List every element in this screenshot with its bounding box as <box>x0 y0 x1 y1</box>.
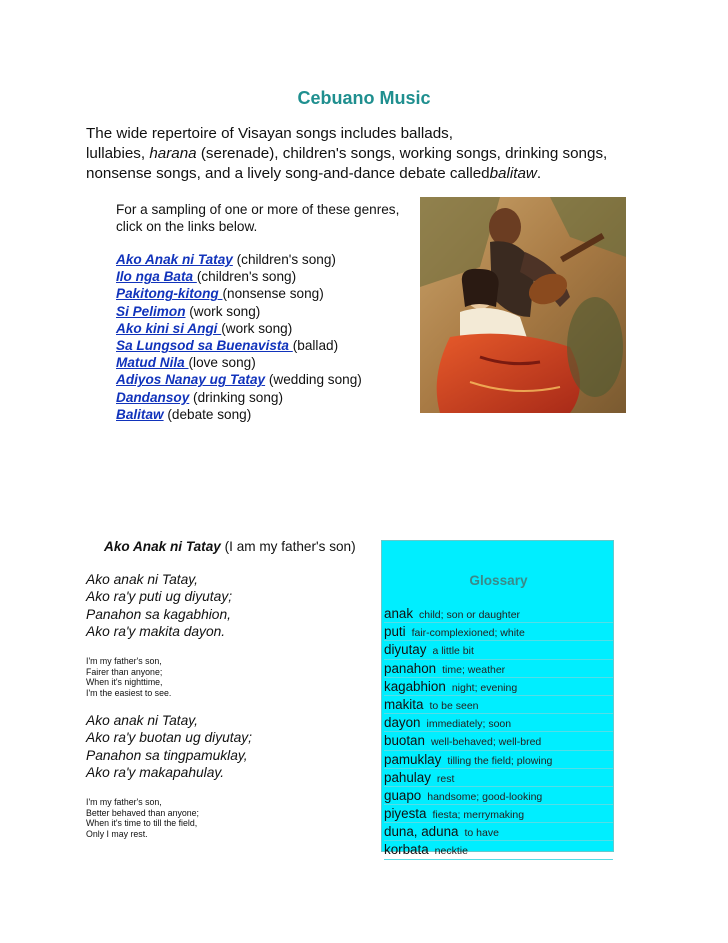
translation-line: I'm my father's son, <box>86 656 162 666</box>
song-link-balitaw[interactable]: Balitaw <box>116 406 164 422</box>
song-item <box>116 285 416 302</box>
translation-line: Fairer than anyone; <box>86 666 163 677</box>
song-genre: (love song) <box>188 355 256 371</box>
glossary-entry <box>384 605 613 623</box>
glossary-definition: immediately; soon <box>426 718 512 731</box>
glossary-term: guapo <box>384 787 422 803</box>
glossary-entry <box>384 732 613 750</box>
intro-harana: harana <box>149 145 197 162</box>
glossary-term: anak <box>384 606 414 621</box>
translation-2 <box>86 797 376 839</box>
song-genre: (work song) <box>221 320 293 336</box>
intro-balitaw: balitaw <box>489 165 537 182</box>
glossary-definition: a little bit <box>432 645 474 658</box>
song-item <box>116 371 416 388</box>
song-item <box>116 268 416 285</box>
song-genre: (nonsense song) <box>222 286 324 302</box>
lyric-line: Ako ra'y buotan ug diyutay; <box>86 730 253 746</box>
glossary-title: Glossary <box>469 573 528 588</box>
glossary-term: diyutay <box>384 642 427 658</box>
translation-1 <box>86 656 376 698</box>
intro-text-4: nonsense songs, and a lively song-and-dance debate called <box>86 165 490 182</box>
glossary-entry <box>384 823 613 841</box>
glossary-entry <box>384 641 613 659</box>
glossary-definition: necktie <box>434 845 468 858</box>
intro-text-1: The wide repertoire of Visayan songs includes ballads, <box>86 125 453 142</box>
translation-line: When it's nighttime, <box>86 677 163 687</box>
lyric-line: Ako anak ni Tatay, <box>86 713 198 728</box>
translation-line: I'm my father's son, <box>86 797 162 807</box>
translation-line: Better behaved than anyone; <box>86 807 199 818</box>
translation-line: When it's time to till the field, <box>86 818 198 828</box>
song-link-adiyos-nanay-ug-tatay[interactable]: Adiyos Nanay ug Tatay <box>116 372 266 388</box>
glossary-term: makita <box>384 696 424 712</box>
verse-2 <box>86 712 376 782</box>
glossary-entry <box>384 623 613 641</box>
lyric-line: Ako anak ni Tatay, <box>86 572 198 587</box>
glossary-entry <box>384 696 613 714</box>
glossary-definition: tilling the field; plowing <box>447 754 553 767</box>
glossary-definition: to have <box>464 827 499 840</box>
glossary-term: pahulay <box>384 769 431 785</box>
glossary-entry <box>384 841 613 859</box>
verse-1 <box>86 571 376 641</box>
glossary-list <box>384 605 613 860</box>
glossary-definition: time; weather <box>442 663 506 676</box>
song-genre: (wedding song) <box>265 372 362 388</box>
glossary-term: panahon <box>384 660 437 676</box>
song-genre: (debate song) <box>163 406 252 422</box>
glossary-term: kagabhion <box>384 678 446 694</box>
glossary-term: duna, aduna <box>384 824 459 840</box>
song-link-ako-anak-ni-tatay[interactable]: Ako Anak ni Tatay <box>116 252 233 267</box>
glossary-term: dayon <box>384 715 421 731</box>
lyric-line: Panahon sa kagabhion, <box>86 606 231 622</box>
song-link-matud-nila[interactable]: Matud Nila <box>116 355 189 371</box>
glossary-definition: handsome; good-looking <box>427 790 543 803</box>
glossary-definition: rest <box>436 772 455 785</box>
sampling-line-2: click on the links below. <box>116 219 258 234</box>
lyric-line: Ako ra'y puti ug diyutay; <box>86 589 233 605</box>
song-item <box>116 406 416 423</box>
glossary-definition: night; evening <box>451 681 518 694</box>
song-title: Ako Anak ni Tatay <box>104 539 221 554</box>
song-link-sa-lungsod-sa-buenavista[interactable]: Sa Lungsod sa Buenavista <box>116 338 293 354</box>
song-link-dandansoy[interactable]: Dandansoy <box>116 389 190 405</box>
song-item <box>116 354 416 371</box>
glossary-entry <box>384 678 613 696</box>
glossary-entry <box>384 751 613 769</box>
glossary-entry <box>384 787 613 805</box>
serenade-painting <box>420 197 626 413</box>
glossary-entry <box>384 660 613 678</box>
song-item <box>116 389 416 406</box>
song-heading <box>104 539 356 554</box>
glossary-definition: well-behaved; well-bred <box>430 736 542 749</box>
song-link-si-pelimon[interactable]: Si Pelimon <box>116 303 186 319</box>
glossary-term: pamuklay <box>384 751 442 767</box>
song-item <box>116 303 416 320</box>
glossary-definition: child; son or daughter <box>419 609 521 621</box>
song-item <box>116 320 416 337</box>
glossary-definition: to be seen <box>429 699 479 712</box>
song-list <box>116 251 416 423</box>
song-genre: (children's song) <box>232 252 336 267</box>
lyric-line: Panahon sa tingpamuklay, <box>86 747 248 763</box>
intro-end: . <box>536 165 542 182</box>
lyric-line: Ako ra'y makita dayon. <box>86 624 226 640</box>
lyric-line: Ako ra'y makapahulay. <box>86 765 225 781</box>
song-item <box>116 337 416 354</box>
translation-line: I'm the easiest to see. <box>86 687 172 698</box>
painting-illustration <box>420 197 626 413</box>
glossary-term: korbata <box>384 842 429 858</box>
song-link-ako-kini-si-angi[interactable]: Ako kini si Angi <box>116 320 222 336</box>
song-genre: (work song) <box>185 303 261 319</box>
glossary-definition: fair-complexioned; white <box>411 627 525 640</box>
intro-text-2: lullabies, <box>86 145 150 162</box>
sampling-note <box>116 201 416 235</box>
translation-line: Only I may rest. <box>86 828 148 839</box>
song-link-pakitong-kitong[interactable]: Pakitong-kitong <box>116 286 223 302</box>
song-genre: (children's song) <box>196 269 297 285</box>
glossary-term: buotan <box>384 733 425 749</box>
song-subtitle: (I am my father's son) <box>220 539 356 554</box>
glossary-panel <box>381 540 614 858</box>
song-item <box>116 251 416 268</box>
song-genre: (drinking song) <box>189 389 283 405</box>
song-genre: (ballad) <box>292 338 339 354</box>
glossary-entry <box>384 714 613 732</box>
glossary-term: puti <box>384 624 406 640</box>
song-link-ilo-nga-bata[interactable]: Ilo nga Bata <box>116 269 197 285</box>
glossary-definition: fiesta; merrymaking <box>432 809 525 822</box>
glossary-term: piyesta <box>384 806 427 822</box>
intro-text-3: (serenade), children's songs, working songs, drinking songs, <box>196 145 608 162</box>
intro-paragraph <box>86 124 666 184</box>
glossary-entry <box>384 805 613 823</box>
page-title: Cebuano Music <box>297 88 431 108</box>
sampling-line-1: For a sampling of one or more of these genres, <box>116 202 400 217</box>
glossary-entry <box>384 769 613 787</box>
